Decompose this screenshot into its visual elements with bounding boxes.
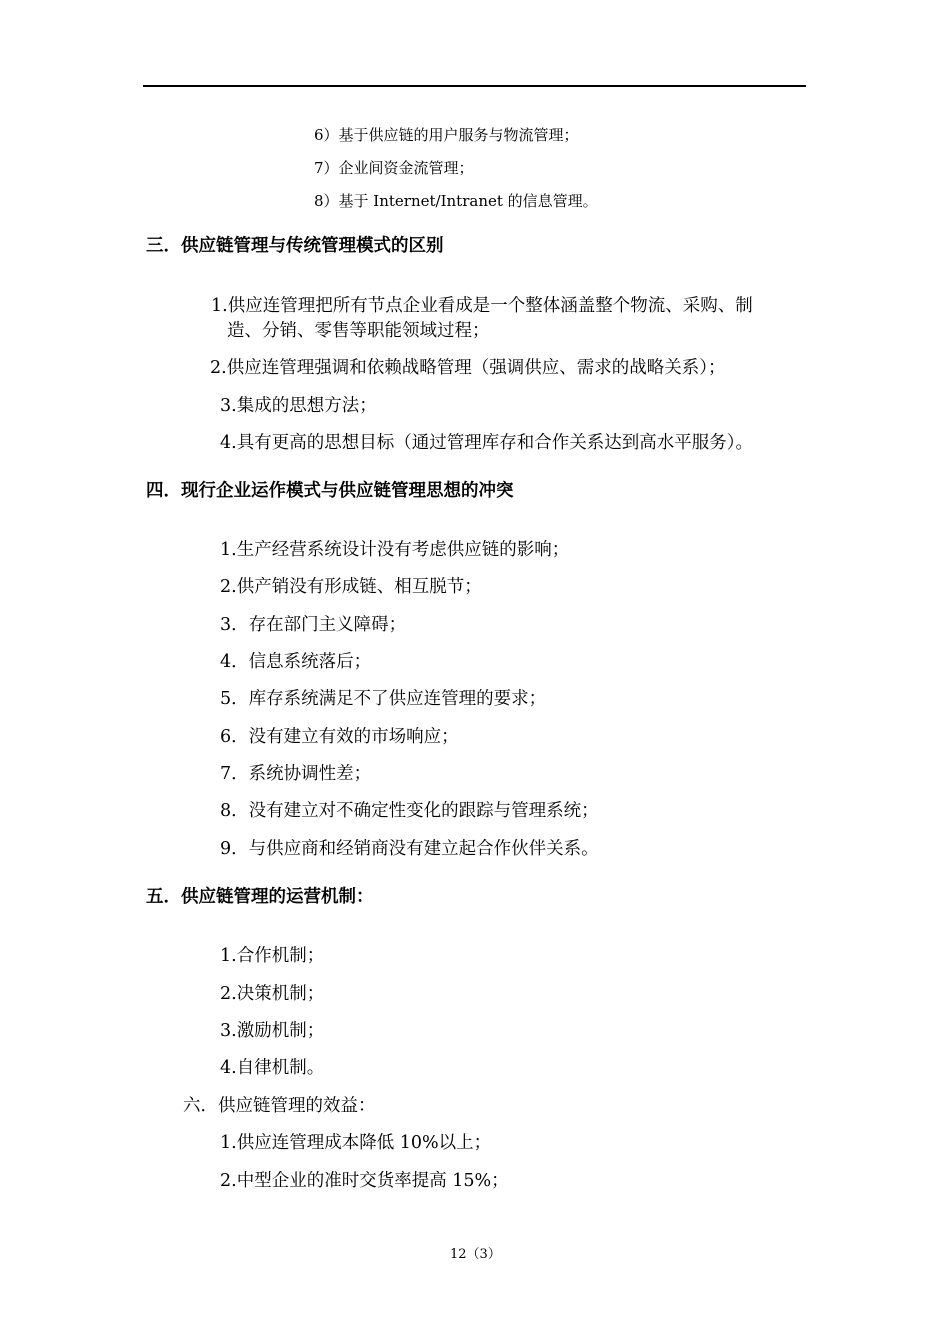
list-item: 5．库存系统满足不了供应连管理的要求； [220,689,547,709]
list-item: 2.供产销没有形成链、相互脱节； [220,577,482,597]
list-item: 4．信息系统落后； [220,652,372,672]
list-item: 6．没有建立有效的市场响应； [220,727,459,747]
page-number: 12（3） [450,1247,501,1262]
list-item: 4.具有更高的思想目标（通过管理库存和合作关系达到高水平服务）。 [220,433,753,453]
list-item: 3.激励机制； [220,1021,325,1041]
list-item: 3.集成的思想方法； [220,396,377,416]
list-item: 1.合作机制； [220,946,325,966]
list-item: 6）基于供应链的用户服务与物流管理； [314,126,579,144]
section-heading: 三．供应链管理与传统管理模式的区别 [146,236,444,256]
list-item: 1.生产经营系统设计没有考虑供应链的影响； [220,540,570,560]
header-rule [143,85,806,87]
list-item: 4.自律机制。 [220,1058,325,1078]
list-item: 1.供应连管理把所有节点企业看成是一个整体涵盖整个物流、采购、制 [211,296,753,316]
list-item: 9．与供应商和经销商没有建立起合作伙伴关系。 [220,839,599,859]
section-heading: 五．供应链管理的运营机制： [146,887,374,907]
list-item: 2.中型企业的准时交货率提高 15%； [220,1171,509,1191]
list-item-continuation: 造、分销、零售等职能领域过程； [227,321,490,341]
list-item: 7）企业间资金流管理； [314,159,474,177]
section-heading: 六．供应链管理的效益： [183,1096,376,1116]
list-item: 8．没有建立对不确定性变化的跟踪与管理系统； [220,801,599,821]
list-item: 7．系统协调性差； [220,764,372,784]
list-item: 2.供应连管理强调和依赖战略管理（强调供应、需求的战略关系）； [210,358,726,378]
list-item: 8）基于 Internet/Intranet 的信息管理。 [314,192,598,210]
list-item: 2.决策机制； [220,984,325,1004]
section-heading: 四．现行企业运作模式与供应链管理思想的冲突 [146,481,514,501]
list-item: 1.供应连管理成本降低 10%以上； [220,1133,492,1153]
list-item: 3．存在部门主义障碍； [220,615,407,635]
